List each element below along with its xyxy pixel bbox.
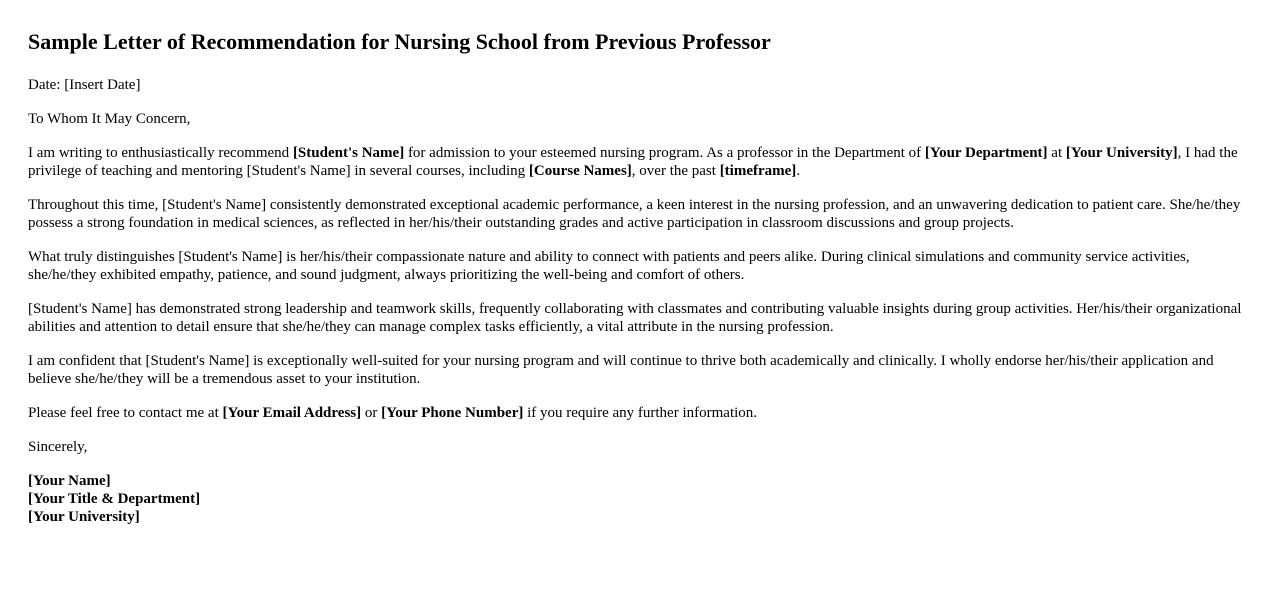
letter-date: Date: [Insert Date] <box>28 77 141 93</box>
intro-text-3: at <box>1047 145 1066 161</box>
intro-text-2: for admission to your esteemed nursing program. As a professor in the Department of <box>404 145 925 161</box>
signature-block <box>28 472 1250 526</box>
paragraph-endorsement: I am confident that [Student's Name] is exceptionally well-suited for your nursing program and will continue to thrive both academically and clinically. I wholly endorse her/his/their application and believe she/he/they will be a tremendous asset to your institution. <box>28 353 1214 387</box>
paragraph-intro <box>28 144 1250 180</box>
placeholder-department: [Your Department] <box>924 145 1048 161</box>
paragraph-leadership: [Student's Name] has demonstrated strong leadership and teamwork skills, frequently collaborating with classmates and contributing valuable insights during group activities. Her/his/their organizational abilities and attention to detail ensure that she/he/they can manage complex tasks efficiently, a vital attribute in the nursing profession. <box>28 301 1242 335</box>
contact-text-1: Please feel free to contact me at <box>28 405 223 421</box>
signature-name: [Your Name] <box>28 473 111 489</box>
intro-text-1: I am writing to enthusiastically recommend <box>28 145 293 161</box>
placeholder-university: [Your University] <box>1065 145 1178 161</box>
placeholder-student-name: [Student's Name] <box>292 145 405 161</box>
placeholder-email: [Your Email Address] <box>222 405 362 421</box>
contact-text-2: or <box>361 405 382 421</box>
paragraph-academics: Throughout this time, [Student's Name] consistently demonstrated exceptional academic performance, a keen interest in the nursing profession, and an unwavering dedication to patient care. She/he/they possess a strong foundation in medical sciences, as reflected in her/his/their outstanding grades and active participation in classroom discussions and group projects. <box>28 197 1241 231</box>
signature-title: [Your Title & Department] <box>28 491 201 507</box>
intro-text-6: . <box>796 163 801 179</box>
closing: Sincerely, <box>28 439 88 455</box>
contact-text-3: if you require any further information. <box>523 405 758 421</box>
intro-text-5: , over the past <box>631 163 720 179</box>
intro-text-4: , I had the privilege of teaching and mentoring [Student's Name] in several courses, including <box>28 145 1238 179</box>
paragraph-contact <box>28 404 1250 422</box>
paragraph-compassion: What truly distinguishes [Student's Name] is her/his/their compassionate nature and ability to connect with patients and peers alike. During clinical simulations and community service activities, she/he/they exhibited empathy, patience, and sound judgment, always prioritizing the well-being and comfort of others. <box>28 249 1190 283</box>
placeholder-phone: [Your Phone Number] <box>381 405 524 421</box>
placeholder-course-names: [Course Names] <box>528 163 632 179</box>
salutation: To Whom It May Concern, <box>28 111 191 127</box>
placeholder-timeframe: [timeframe] <box>719 163 797 179</box>
letter-page <box>28 0 1250 526</box>
signature-university: [Your University] <box>28 509 140 525</box>
page-title: Sample Letter of Recommendation for Nursing School from Previous Professor <box>28 29 771 54</box>
